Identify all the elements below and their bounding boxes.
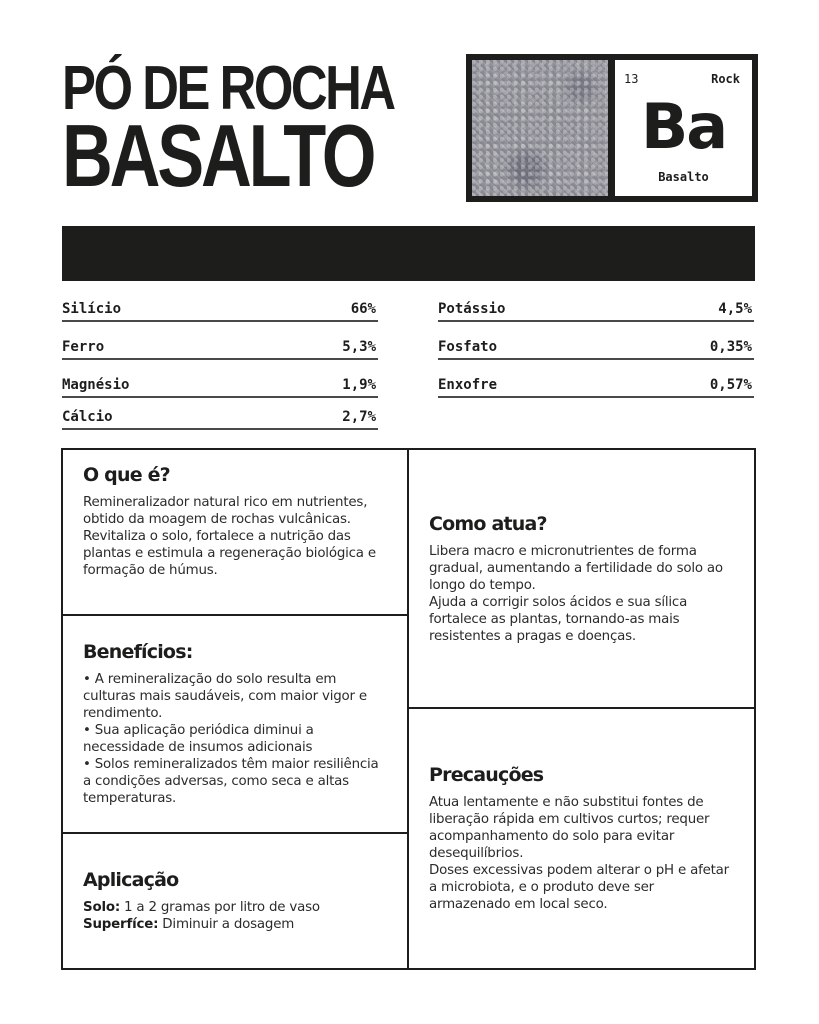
element-symbol: Ba (640, 90, 727, 163)
composition-value: 5,3% (342, 339, 376, 355)
panel-heading: O que é? (83, 464, 170, 486)
composition-row (438, 372, 754, 398)
application-surface-label: Superfíce: (83, 917, 159, 932)
composition-label: Silício (62, 301, 122, 317)
element-number: 13 (624, 72, 639, 86)
panel-heading: Benefícios: (83, 641, 193, 663)
black-banner (62, 226, 755, 281)
panel-body: Remineralizador natural rico em nutrientes, obtido da moagem de rochas vulcânicas. Revitaliza o solo, fortalece a nutrição das plantas e estimula a regeneração biológica e formação de húmus. (83, 495, 376, 578)
composition-row (438, 334, 754, 360)
composition-value: 0,57% (709, 377, 752, 393)
benefit-item: • Sua aplicação periódica diminui a necessidade de insumos adicionais (83, 723, 314, 755)
composition-label: Potássio (438, 301, 506, 317)
composition-row (438, 296, 754, 322)
composition-value: 4,5% (718, 301, 752, 317)
composition-value: 2,7% (342, 409, 376, 425)
composition-row (62, 334, 378, 360)
composition-row (62, 372, 378, 398)
panel-application (63, 834, 409, 968)
element-card (466, 54, 758, 202)
panel-how-it-works (409, 450, 754, 709)
application-soil-value: 1 a 2 gramas por litro de vaso (120, 900, 320, 915)
composition-label: Fosfato (438, 339, 498, 355)
composition-value: 66% (350, 301, 376, 317)
title-line-2: BASALTO (62, 106, 374, 205)
element-type: Rock (711, 72, 740, 86)
composition-row (62, 404, 378, 430)
element-name: Basalto (658, 170, 709, 184)
benefit-item: • Solos remineralizados têm maior resiliência a condições adversas, como seca e altas temperaturas. (83, 757, 379, 806)
application-soil-label: Solo: (83, 900, 120, 915)
panel-body: Libera macro e micronutrientes de forma gradual, aumentando a fertilidade do solo ao longo do tempo. Ajuda a corrigir solos ácidos e sua sílica fortalece as plantas, tornando-as mais resistentes a pragas e doenças. (429, 543, 723, 644)
panel-heading: Precauções (429, 764, 544, 786)
benefit-item: • A remineralização do solo resulta em culturas mais saudáveis, com maior vigor e rendimento. (83, 672, 367, 721)
composition-row (62, 296, 378, 322)
info-grid (61, 448, 756, 970)
panel-what-is (63, 450, 409, 616)
periodic-element-tile (615, 60, 752, 196)
rock-photo (472, 60, 608, 196)
composition-label: Cálcio (62, 409, 113, 425)
composition-label: Ferro (62, 339, 105, 355)
panel-heading: Como atua? (429, 512, 547, 535)
page-title (62, 54, 466, 205)
composition-value: 1,9% (342, 377, 376, 393)
panel-heading: Aplicação (83, 869, 179, 891)
panel-benefits (63, 616, 409, 834)
composition-right (438, 296, 754, 398)
panel-precautions (409, 709, 754, 968)
composition-left (62, 296, 378, 430)
application-soil (83, 899, 387, 916)
panel-body: Atua lentamente e não substitui fontes de liberação rápida em cultivos curtos; requer acompanhamento do solo para evitar desequilíbrios. Doses excessivas podem alterar o pH e afetar a microbiota, e o produto deve ser armazenado em local seco. (429, 795, 729, 912)
title-line-1: PÓ DE ROCHA (62, 54, 394, 123)
composition-label: Enxofre (438, 377, 498, 393)
composition-value: 0,35% (709, 339, 752, 355)
composition-label: Magnésio (62, 377, 130, 393)
application-surface-value: Diminuir a dosagem (158, 917, 295, 932)
application-surface (83, 916, 387, 933)
